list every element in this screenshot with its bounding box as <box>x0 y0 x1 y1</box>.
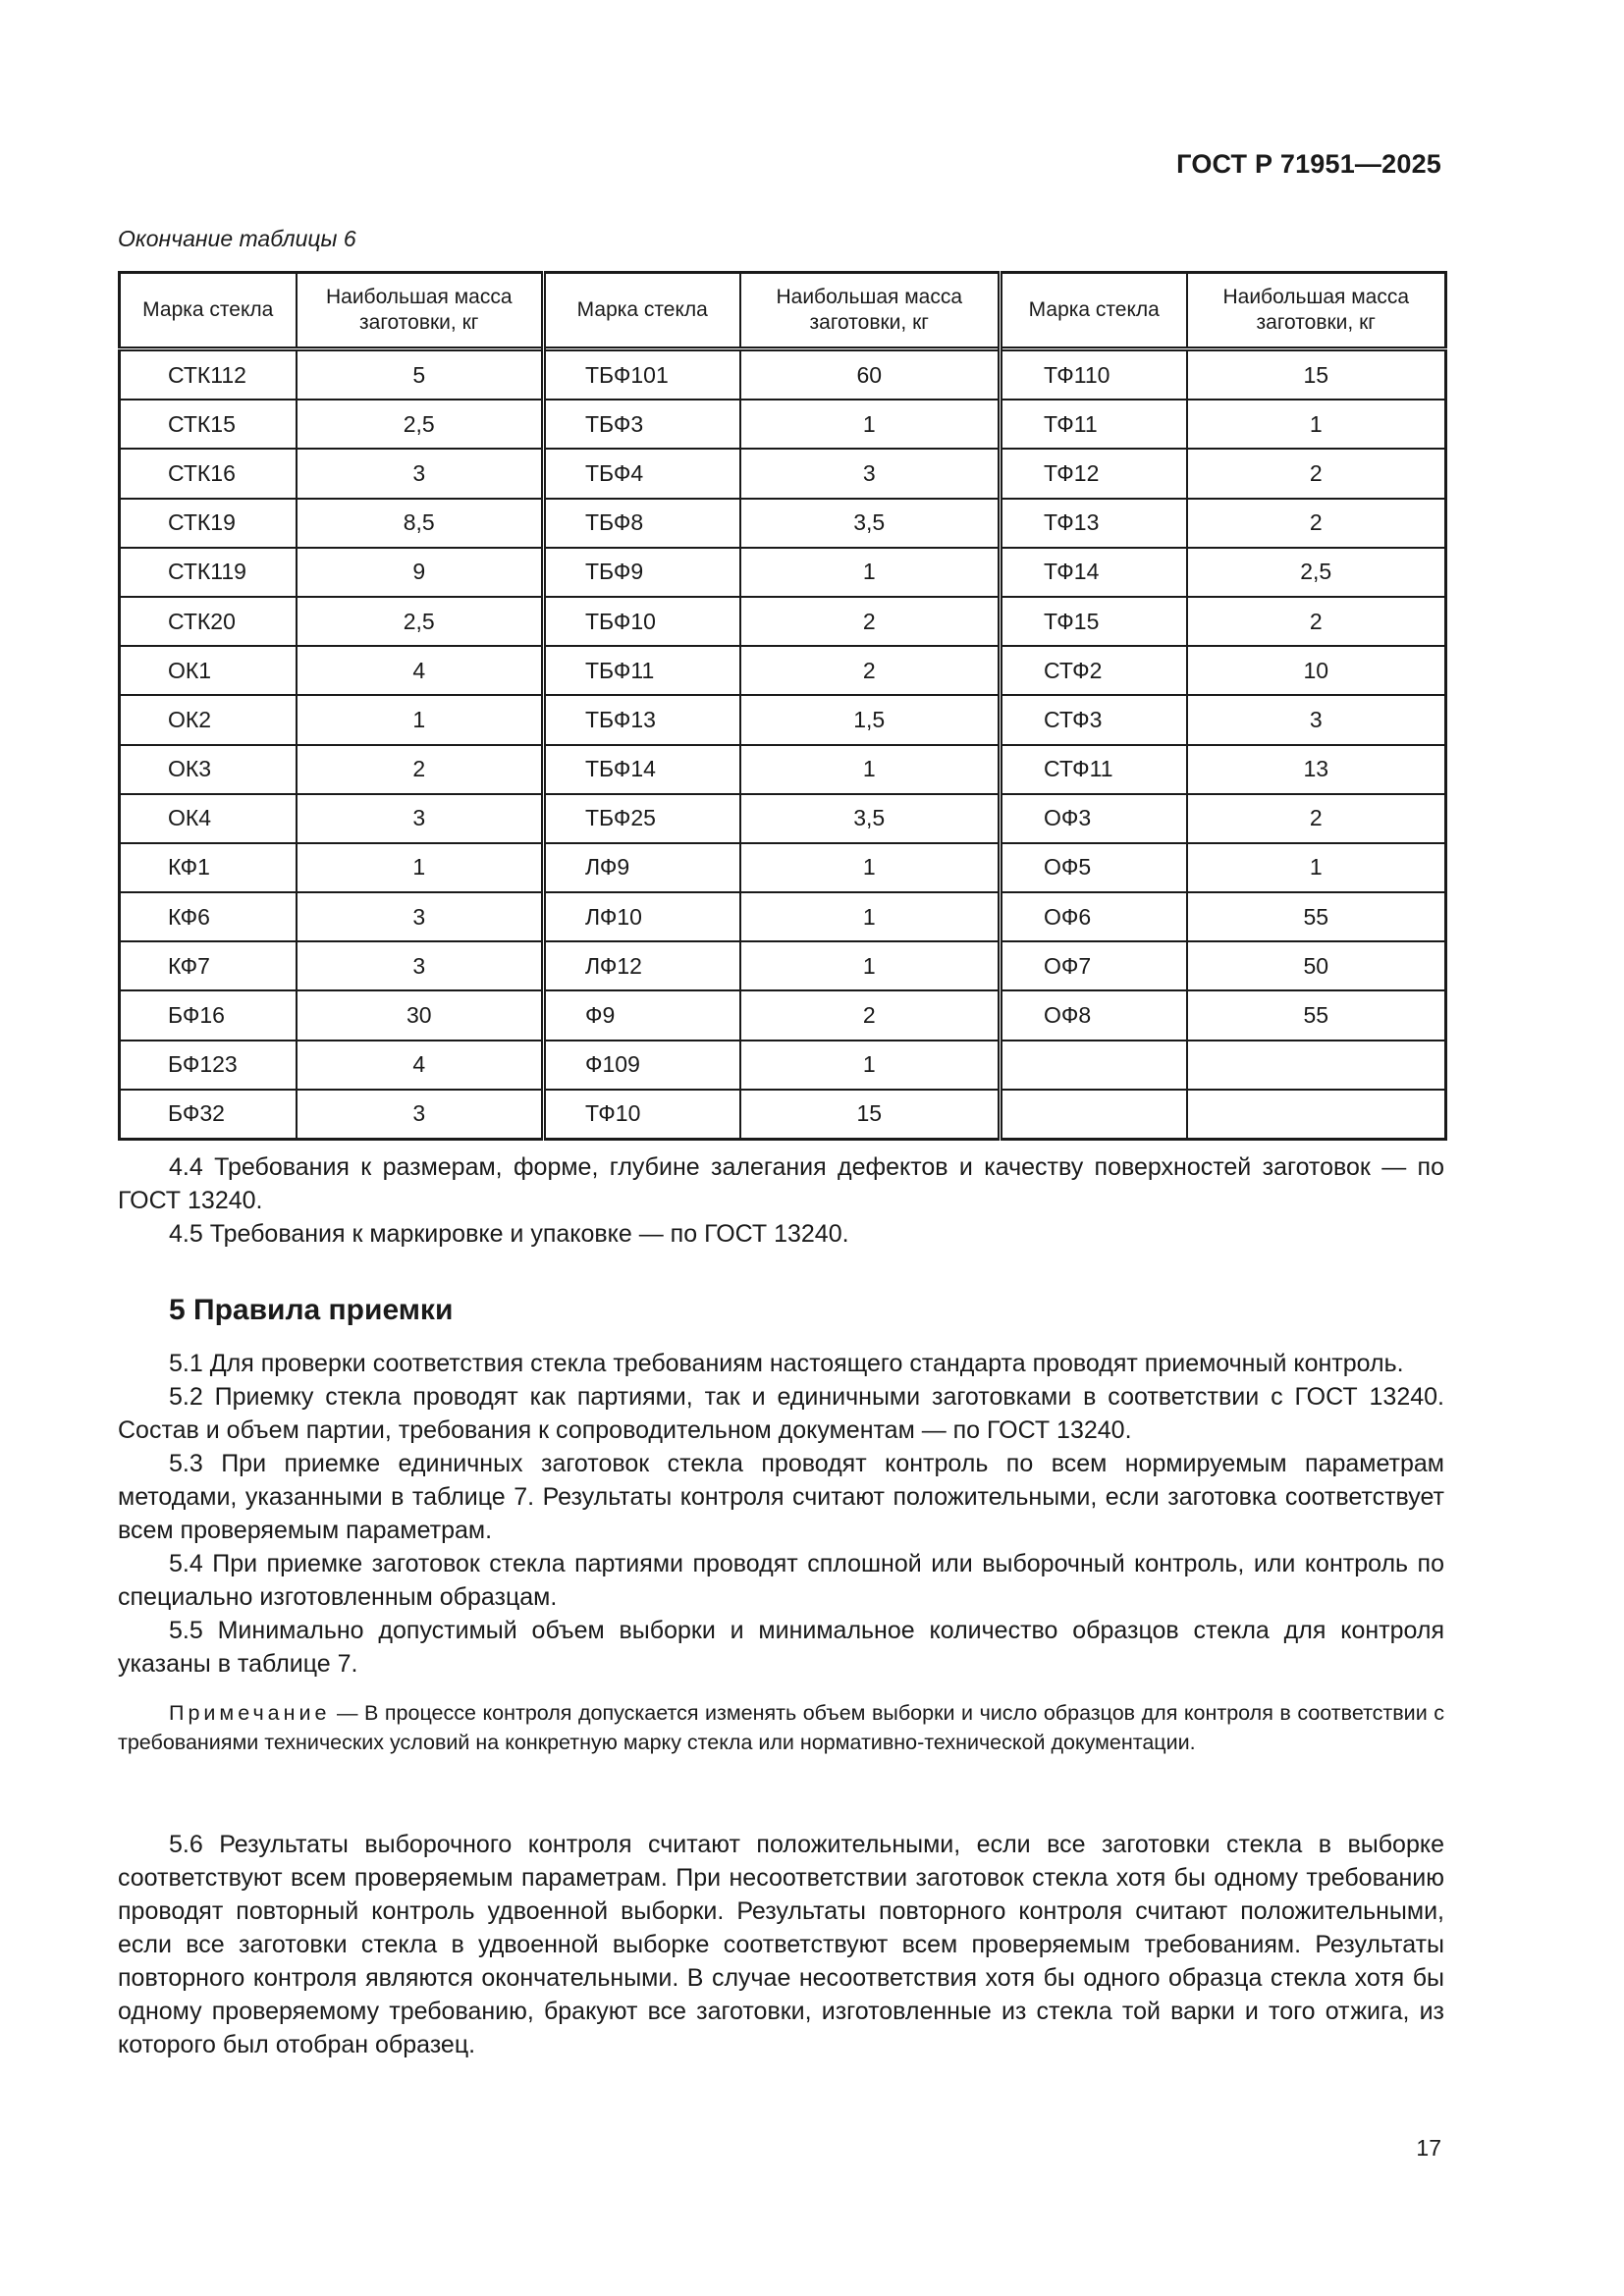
glass-mark-cell: ТФ10 <box>544 1090 740 1140</box>
glass-mark-cell: БФ32 <box>120 1090 297 1140</box>
glass-mark-cell: ОФ7 <box>1001 941 1187 990</box>
glass-mark-cell: СТФ3 <box>1001 695 1187 744</box>
table-row <box>120 892 1446 941</box>
max-mass-cell: 3,5 <box>740 499 1001 548</box>
glass-mark-cell: ТФ12 <box>1001 449 1187 498</box>
max-mass-cell: 1 <box>1187 843 1446 892</box>
note-label: Примечание <box>169 1701 331 1725</box>
column-header-mark: Марка стекла <box>120 273 297 349</box>
glass-mark-cell: ТФ14 <box>1001 548 1187 597</box>
table-caption: Окончание таблицы 6 <box>118 226 356 251</box>
table-row <box>120 548 1446 597</box>
max-mass-cell: 30 <box>297 990 544 1040</box>
paragraph-4-5: 4.5 Требования к маркировке и упаковке — по ГОСТ 13240. <box>169 1220 849 1248</box>
paragraph-5-4: 5.4 При приемке заготовок стекла партиями проводят сплошной или выборочный контроль, или контроль по специально изготовленным образцам. <box>118 1550 1444 1611</box>
max-mass-cell: 1 <box>297 843 544 892</box>
glass-mark-cell: ТФ110 <box>1001 349 1187 400</box>
max-mass-cell: 2,5 <box>297 597 544 646</box>
max-mass-cell: 3 <box>297 1090 544 1140</box>
glass-mark-cell: СТФ2 <box>1001 646 1187 695</box>
glass-mark-cell: ТБФ10 <box>544 597 740 646</box>
max-mass-cell: 9 <box>297 548 544 597</box>
page-number: 17 <box>1416 2135 1441 2161</box>
max-mass-cell: 10 <box>1187 646 1446 695</box>
glass-mass-table <box>118 271 1447 1141</box>
max-mass-cell: 8,5 <box>297 499 544 548</box>
max-mass-cell: 5 <box>297 349 544 400</box>
column-header-mark: Марка стекла <box>544 273 740 349</box>
note-text: — В процессе контроля допускается изменять объем выборки и число образцов для контроля в соответствии с требованиями технических условий на конкретную марку стекла или нормативно-технической документации. <box>118 1701 1444 1754</box>
max-mass-cell: 2 <box>740 646 1001 695</box>
glass-mark-cell: ТБФ13 <box>544 695 740 744</box>
max-mass-cell: 1 <box>740 892 1001 941</box>
max-mass-cell: 2 <box>740 990 1001 1040</box>
glass-mark-cell <box>1001 1090 1187 1140</box>
paragraph-5-2: 5.2 Приемку стекла проводят как партиями, так и единичными заготовками в соответствии с ГОСТ 13240. Состав и объем партии, требования к сопроводительном документам — по ГОСТ 13240. <box>118 1383 1444 1444</box>
max-mass-cell: 50 <box>1187 941 1446 990</box>
max-mass-cell: 4 <box>297 1041 544 1090</box>
glass-mark-cell: ТБФ14 <box>544 745 740 794</box>
paragraph-4-4: 4.4 Требования к размерам, форме, глубине залегания дефектов и качеству поверхностей заготовок — по ГОСТ 13240. <box>118 1153 1444 1214</box>
max-mass-cell: 2 <box>740 597 1001 646</box>
section-5-title: 5 Правила приемки <box>169 1294 454 1326</box>
max-mass-cell: 2 <box>1187 499 1446 548</box>
column-header-mark: Марка стекла <box>1001 273 1187 349</box>
glass-mark-cell: ОФ5 <box>1001 843 1187 892</box>
max-mass-cell: 13 <box>1187 745 1446 794</box>
max-mass-cell: 60 <box>740 349 1001 400</box>
glass-mark-cell: ТБФ4 <box>544 449 740 498</box>
glass-mark-cell: ОФ3 <box>1001 794 1187 843</box>
glass-mark-cell: ОФ6 <box>1001 892 1187 941</box>
table-row <box>120 695 1446 744</box>
standard-code-header: ГОСТ Р 71951—2025 <box>1176 149 1441 179</box>
column-header-mass: Наибольшая масса заготовки, кг <box>297 273 544 349</box>
max-mass-cell: 1 <box>740 400 1001 449</box>
glass-mark-cell: СТК16 <box>120 449 297 498</box>
section-5-text <box>118 1347 1444 1681</box>
glass-mark-cell: ТФ15 <box>1001 597 1187 646</box>
max-mass-cell: 3 <box>297 941 544 990</box>
max-mass-cell: 1 <box>1187 400 1446 449</box>
column-header-mass: Наибольшая масса заготовки, кг <box>1187 273 1446 349</box>
max-mass-cell: 1 <box>740 941 1001 990</box>
glass-mark-cell: ТФ13 <box>1001 499 1187 548</box>
max-mass-cell: 2 <box>1187 449 1446 498</box>
paragraph-5-6-block <box>118 1828 1444 2061</box>
glass-mark-cell: ОК2 <box>120 695 297 744</box>
table-row <box>120 794 1446 843</box>
glass-mark-cell: ЛФ12 <box>544 941 740 990</box>
max-mass-cell: 2,5 <box>1187 548 1446 597</box>
glass-mark-cell: БФ123 <box>120 1041 297 1090</box>
max-mass-cell <box>1187 1090 1446 1140</box>
glass-mark-cell: Ф9 <box>544 990 740 1040</box>
table-row <box>120 843 1446 892</box>
glass-mark-cell: ОК3 <box>120 745 297 794</box>
glass-mark-cell: СТК15 <box>120 400 297 449</box>
max-mass-cell: 55 <box>1187 892 1446 941</box>
glass-mark-cell: ТБФ101 <box>544 349 740 400</box>
table-row <box>120 646 1446 695</box>
max-mass-cell: 3,5 <box>740 794 1001 843</box>
table-header-row <box>120 273 1446 349</box>
max-mass-cell: 1 <box>740 548 1001 597</box>
max-mass-cell: 2 <box>297 745 544 794</box>
glass-mark-cell: ОФ8 <box>1001 990 1187 1040</box>
max-mass-cell <box>1187 1041 1446 1090</box>
table-row <box>120 990 1446 1040</box>
table-row <box>120 597 1446 646</box>
section-4-text <box>118 1150 1444 1251</box>
max-mass-cell: 1,5 <box>740 695 1001 744</box>
glass-mark-cell: ТБФ25 <box>544 794 740 843</box>
max-mass-cell: 2,5 <box>297 400 544 449</box>
max-mass-cell: 15 <box>1187 349 1446 400</box>
glass-mark-cell: СТК20 <box>120 597 297 646</box>
paragraph-5-3: 5.3 При приемке единичных заготовок стекла проводят контроль по всем нормируемым параметрам методами, указанными в таблице 7. Результаты контроля считают положительными, если заготовка соответствует всем проверяемым параметрам. <box>118 1450 1444 1544</box>
glass-mark-cell <box>1001 1041 1187 1090</box>
glass-mark-cell: ТФ11 <box>1001 400 1187 449</box>
glass-mark-cell: СТК112 <box>120 349 297 400</box>
max-mass-cell: 3 <box>297 794 544 843</box>
max-mass-cell: 2 <box>1187 597 1446 646</box>
table-row <box>120 499 1446 548</box>
glass-mark-cell: КФ7 <box>120 941 297 990</box>
glass-mark-cell: ТБФ8 <box>544 499 740 548</box>
max-mass-cell: 1 <box>740 745 1001 794</box>
max-mass-cell: 3 <box>1187 695 1446 744</box>
table-row <box>120 1090 1446 1140</box>
glass-mark-cell: ОК1 <box>120 646 297 695</box>
max-mass-cell: 3 <box>297 449 544 498</box>
max-mass-cell: 4 <box>297 646 544 695</box>
glass-mark-cell: СТК19 <box>120 499 297 548</box>
column-header-mass: Наибольшая масса заготовки, кг <box>740 273 1001 349</box>
max-mass-cell: 3 <box>740 449 1001 498</box>
table-row <box>120 449 1446 498</box>
paragraph-5-1: 5.1 Для проверки соответствия стекла требованиям настоящего стандарта проводят приемочный контроль. <box>169 1350 1404 1377</box>
glass-mark-cell: Ф109 <box>544 1041 740 1090</box>
max-mass-cell: 55 <box>1187 990 1446 1040</box>
glass-mark-cell: ТБФ9 <box>544 548 740 597</box>
glass-mark-cell: БФ16 <box>120 990 297 1040</box>
table-row <box>120 745 1446 794</box>
glass-mark-cell: СТФ11 <box>1001 745 1187 794</box>
glass-mark-cell: КФ1 <box>120 843 297 892</box>
max-mass-cell: 2 <box>1187 794 1446 843</box>
glass-mark-cell: ОК4 <box>120 794 297 843</box>
paragraph-5-6: 5.6 Результаты выборочного контроля считают положительными, если все заготовки стекла в выборке соответствуют всем проверяемым параметрам. При несоответствии заготовок стекла хотя бы одному требованию проводят повторный контроль удвоенной выборки. Результаты повторного контроля считают положительными, если все заготовки стекла в удвоенной выборке соответствуют всем проверяемым требованиям. Результаты повторного контроля являются окончательными. В случае несоответствия хотя бы одного образца стекла хотя бы одному проверяемому требованию, бракуют все заготовки, изготовленные из стекла той варки и того отжига, из которого был отобран образец. <box>118 1831 1444 2058</box>
table-row <box>120 941 1446 990</box>
glass-mark-cell: ТБФ3 <box>544 400 740 449</box>
glass-mark-cell: ЛФ10 <box>544 892 740 941</box>
table-row <box>120 400 1446 449</box>
max-mass-cell: 3 <box>297 892 544 941</box>
note-block <box>118 1698 1444 1757</box>
max-mass-cell: 15 <box>740 1090 1001 1140</box>
glass-mark-cell: КФ6 <box>120 892 297 941</box>
table-row <box>120 349 1446 400</box>
paragraph-5-5: 5.5 Минимально допустимый объем выборки и минимальное количество образцов стекла для контроля указаны в таблице 7. <box>118 1617 1444 1678</box>
max-mass-cell: 1 <box>740 843 1001 892</box>
glass-mark-cell: ТБФ11 <box>544 646 740 695</box>
table-row <box>120 1041 1446 1090</box>
glass-mark-cell: СТК119 <box>120 548 297 597</box>
glass-mark-cell: ЛФ9 <box>544 843 740 892</box>
max-mass-cell: 1 <box>740 1041 1001 1090</box>
max-mass-cell: 1 <box>297 695 544 744</box>
